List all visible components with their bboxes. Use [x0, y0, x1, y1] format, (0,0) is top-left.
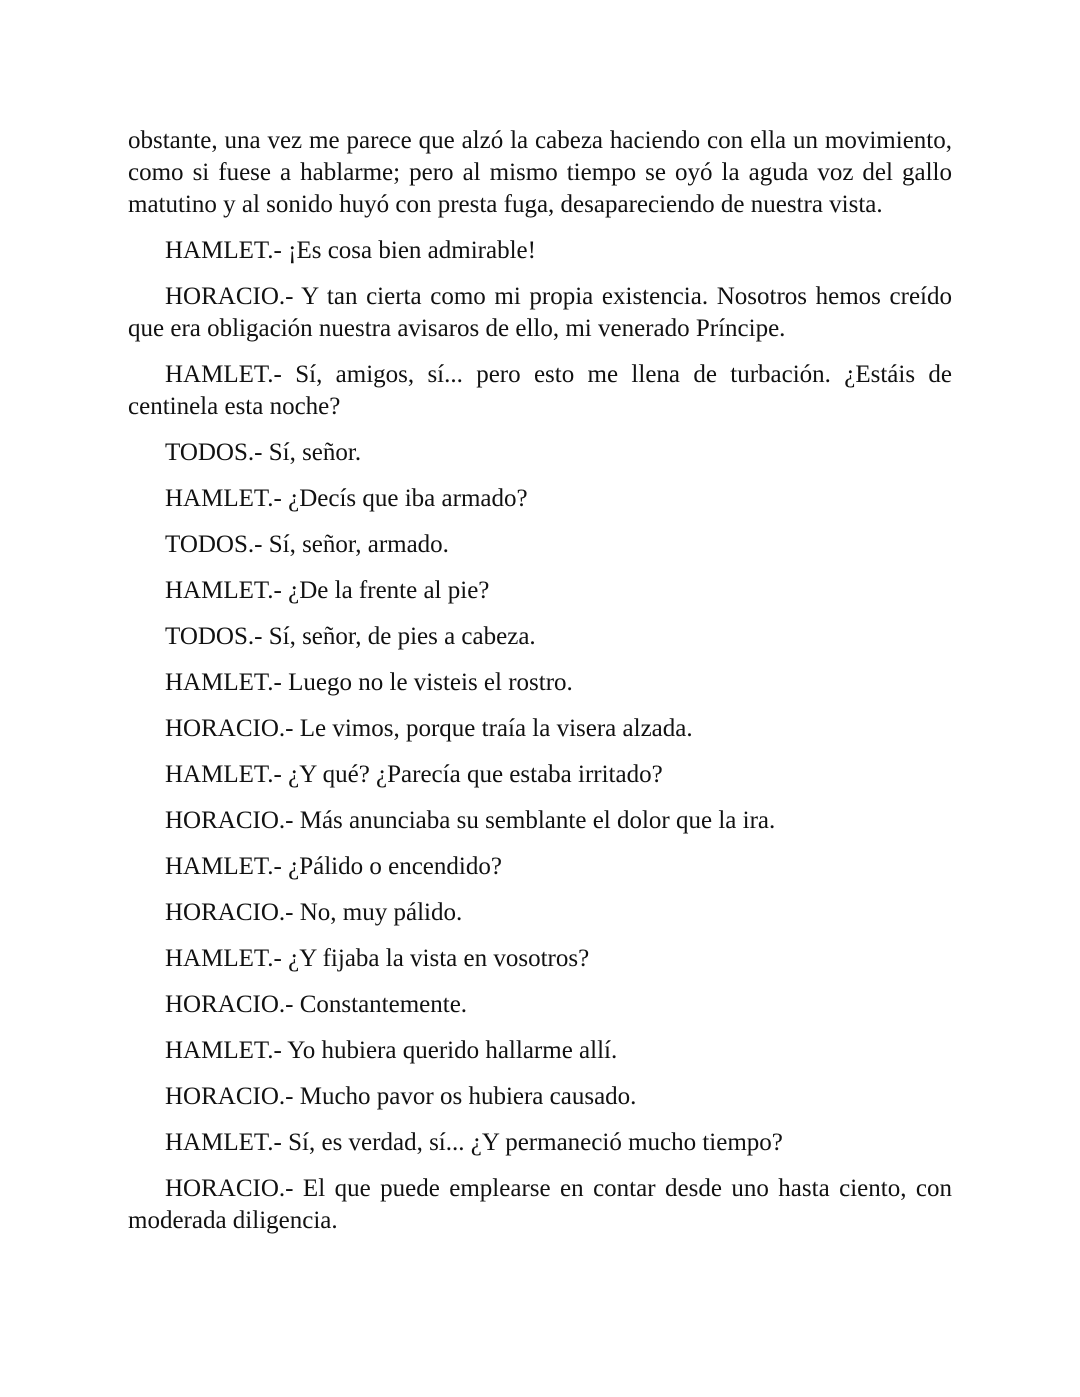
dialogue-text: Y tan cierta como mi propia existencia. Nosotros hemos creído que era obligación nuestra avisaros de ello, mi venerado Príncipe. — [128, 283, 952, 342]
speaker-name: HORACIO.- — [165, 715, 294, 742]
dialogue-text: El que puede emplearse en contar desde uno hasta ciento, con moderada diligencia. — [128, 1175, 952, 1234]
paragraph-continuation — [128, 125, 952, 221]
speaker-name: HAMLET.- — [165, 945, 282, 972]
dialogue-line — [128, 989, 952, 1021]
speaker-name: HAMLET.- — [165, 361, 282, 388]
dialogue-text: No, muy pálido. — [299, 899, 463, 926]
speaker-name: HORACIO.- — [165, 1083, 294, 1110]
dialogue-text: ¿De la frente al pie? — [288, 577, 490, 604]
dialogue-text: ¿Y qué? ¿Parecía que estaba irritado? — [288, 761, 663, 788]
dialogue-text: Más anunciaba su semblante el dolor que la ira. — [299, 807, 776, 834]
speaker-name: HORACIO.- — [165, 283, 294, 310]
speaker-name: HORACIO.- — [165, 807, 294, 834]
speaker-name: TODOS.- — [165, 439, 263, 466]
speaker-name: HAMLET.- — [165, 577, 282, 604]
dialogue-line — [128, 759, 952, 791]
dialogue-text: Sí, señor, de pies a cabeza. — [268, 623, 536, 650]
document-page — [128, 125, 952, 1251]
speaker-name: HAMLET.- — [165, 669, 282, 696]
speaker-name: HAMLET.- — [165, 853, 282, 880]
dialogue-line — [128, 575, 952, 607]
dialogue-line — [128, 1127, 952, 1159]
dialogue-text: ¿Y fijaba la vista en vosotros? — [288, 945, 590, 972]
dialogue-line — [128, 359, 952, 423]
dialogue-text: Mucho pavor os hubiera causado. — [299, 1083, 637, 1110]
dialogue-line — [128, 437, 952, 469]
speaker-name: HAMLET.- — [165, 485, 282, 512]
dialogue-text: Le vimos, porque traía la visera alzada. — [299, 715, 693, 742]
dialogue-text: Luego no le visteis el rostro. — [288, 669, 573, 696]
dialogue-text: Sí, señor, armado. — [268, 531, 449, 558]
speaker-name: TODOS.- — [165, 531, 263, 558]
dialogue-line — [128, 1081, 952, 1113]
dialogue-line — [128, 529, 952, 561]
dialogue-text: Sí, amigos, sí... pero esto me llena de turbación. ¿Estáis de centinela esta noche? — [128, 361, 953, 420]
dialogue-line — [128, 851, 952, 883]
dialogue-text: ¡Es cosa bien admirable! — [288, 237, 536, 264]
dialogue-text: Sí, señor. — [268, 439, 362, 466]
dialogue-text: Sí, es verdad, sí... ¿Y permaneció mucho tiempo? — [288, 1129, 783, 1156]
dialogue-line — [128, 483, 952, 515]
dialogue-text: ¿Decís que iba armado? — [288, 485, 528, 512]
speaker-name: HAMLET.- — [165, 761, 282, 788]
speaker-name: HORACIO.- — [165, 899, 294, 926]
dialogue-line — [128, 943, 952, 975]
speaker-name: HAMLET.- — [165, 1129, 282, 1156]
paragraph-text: obstante, una vez me parece que alzó la cabeza haciendo con ella un movimiento, como si fuese a hablarme; pero al mismo tiempo se oyó la aguda voz del gallo matutino y al sonido huyó con presta fuga, desapareciendo de nuestra vista. — [128, 127, 952, 218]
speaker-name: HAMLET.- — [165, 1037, 282, 1064]
dialogue-line — [128, 1035, 952, 1067]
dialogue-text: Constantemente. — [299, 991, 468, 1018]
speaker-name: TODOS.- — [165, 623, 263, 650]
dialogue-line — [128, 1173, 952, 1237]
speaker-name: HAMLET.- — [165, 237, 282, 264]
speaker-name: HORACIO.- — [165, 991, 294, 1018]
dialogue-line — [128, 621, 952, 653]
dialogue-line — [128, 667, 952, 699]
dialogue-line — [128, 235, 952, 267]
dialogue-line — [128, 805, 952, 837]
dialogue-line — [128, 897, 952, 929]
speaker-name: HORACIO.- — [165, 1175, 294, 1202]
dialogue-line — [128, 281, 952, 345]
dialogue-text: ¿Pálido o encendido? — [288, 853, 502, 880]
dialogue-line — [128, 713, 952, 745]
dialogue-text: Yo hubiera querido hallarme allí. — [287, 1037, 618, 1064]
